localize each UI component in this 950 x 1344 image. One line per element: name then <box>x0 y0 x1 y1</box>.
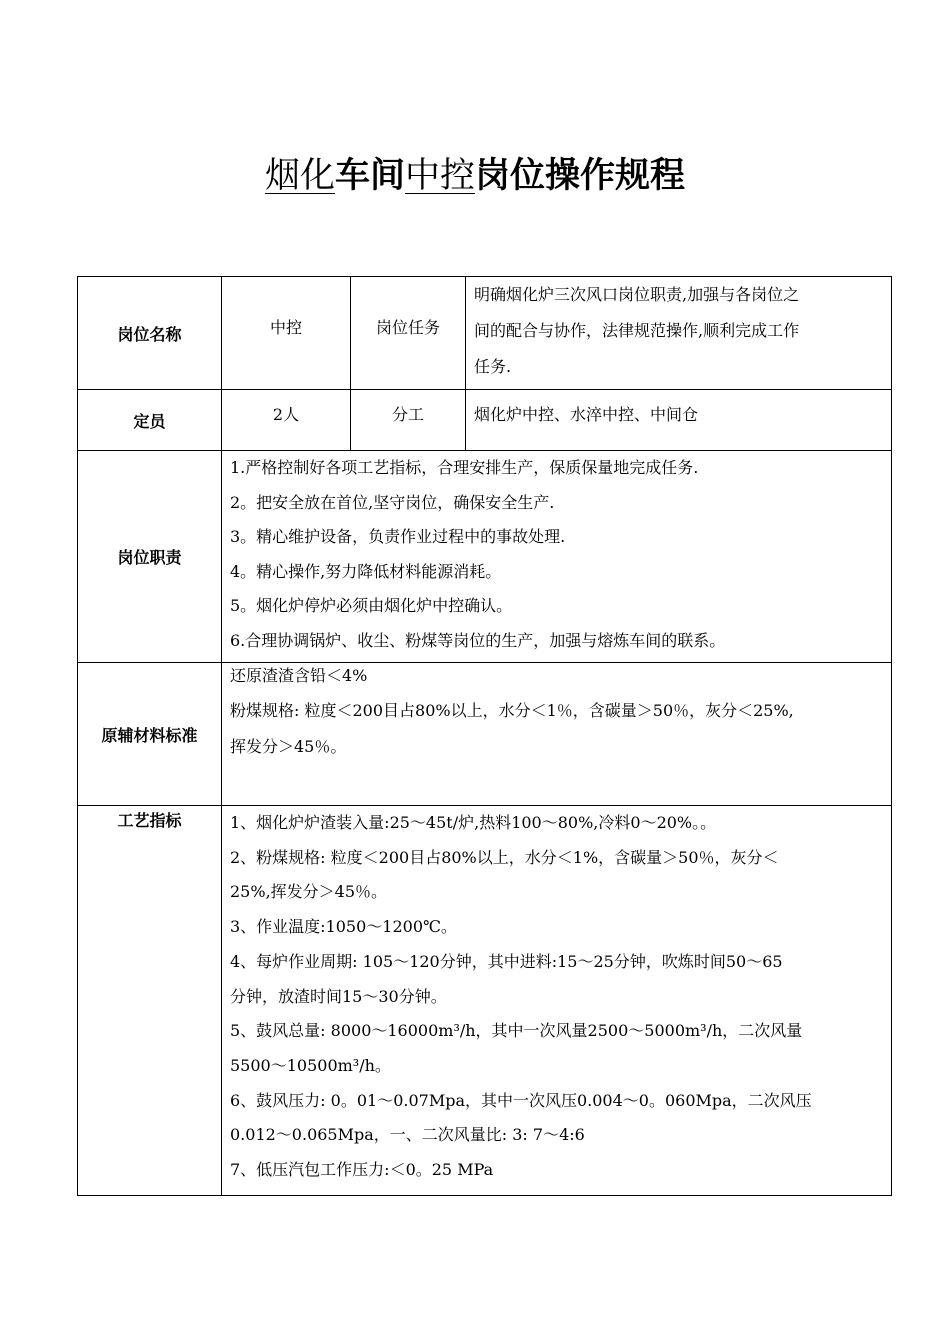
value-division: 烟化炉中控、水淬中控、中间仓 <box>466 390 892 451</box>
task-line: 间的配合与协作，法律规范操作,顺利完成工作 <box>474 321 800 340</box>
label-process: 工艺指标 <box>78 806 222 1196</box>
title-part-control: 中控 <box>405 156 476 196</box>
label-staffing: 定员 <box>78 390 222 451</box>
label-post-name: 岗位名称 <box>78 277 222 390</box>
row-process <box>78 806 892 1196</box>
duty-item: 5。烟化炉停炉必须由烟化炉中控确认。 <box>230 596 513 615</box>
process-line: 分钟，放渣时间15～30分钟。 <box>230 986 447 1006</box>
process-line: 5、鼓风总量: 8000～16000m³/h，其中一次风量2500～5000m³/h，二次风量 <box>230 1021 803 1041</box>
process-line: 7、低压汽包工作压力:＜0。25 MPa <box>230 1160 494 1180</box>
material-line: 挥发分＞45％。 <box>230 737 347 756</box>
title-part-smelting: 烟化 <box>264 156 335 196</box>
materials-standard <box>222 663 892 806</box>
duties-list <box>222 451 892 663</box>
duty-item: 1.严格控制好各项工艺指标，合理安排生产，保质保量地完成任务. <box>230 458 699 477</box>
duty-item: 4。精心操作,努力降低材料能源消耗。 <box>230 561 502 581</box>
duty-item: 2。把安全放在首位,坚守岗位，确保安全生产. <box>230 492 555 512</box>
process-line: 4、每炉作业周期: 105～120分钟，其中进料:15～25分钟，吹炼时间50～65 <box>230 951 783 971</box>
document-title <box>0 150 950 202</box>
row-duties <box>78 451 892 663</box>
label-materials: 原辅材料标准 <box>78 663 222 806</box>
value-post-name: 中控 <box>222 277 351 390</box>
label-post-task: 岗位任务 <box>351 277 466 390</box>
row-post-name <box>78 277 892 390</box>
task-line: 任务. <box>474 357 512 376</box>
process-indicators <box>222 806 892 1196</box>
process-line: 6、鼓风压力: 0。01～0.07Mpa，其中一次风压0.004～0。060Mpa，二次风压 <box>230 1090 812 1110</box>
value-staffing: 2人 <box>222 390 351 451</box>
label-duties: 岗位职责 <box>78 451 222 663</box>
row-staffing <box>78 390 892 451</box>
process-line: 3、作业温度:1050～1200℃。 <box>230 917 457 937</box>
material-line: 粉煤规格: 粒度＜200目占80%以上，水分＜1％，含碳量＞50％，灰分＜25%, <box>230 701 794 720</box>
process-line: 2、粉煤规格: 粒度＜200目占80%以上，水分＜1%，含碳量＞50％，灰分＜ <box>230 847 779 867</box>
row-materials <box>78 663 892 806</box>
task-line: 明确烟化炉三次风口岗位职责,加强与各岗位之 <box>474 285 800 304</box>
procedure-table <box>77 276 892 1196</box>
process-line: 25%,挥发分＞45％。 <box>230 882 388 902</box>
process-line: 1、烟化炉炉渣装入量:25～45t/炉,热料100～80%,冷料0～20%。。 <box>230 813 717 832</box>
duty-item: 3。精心维护设备，负责作业过程中的事故处理. <box>230 527 566 546</box>
duty-item: 6.合理协调锅炉、收尘、粉煤等岗位的生产，加强与熔炼车间的联系。 <box>230 630 726 650</box>
process-line: 5500～10500m³/h。 <box>230 1055 391 1075</box>
material-line: 还原渣渣含铅＜4% <box>230 666 368 685</box>
title-part-workshop: 车间 <box>334 155 405 196</box>
title-part-procedure: 岗位操作规程 <box>475 155 686 196</box>
value-post-task <box>466 277 892 390</box>
process-line: 0.012～0.065Mpa，一、二次风量比: 3: 7～4:6 <box>230 1125 585 1145</box>
label-division: 分工 <box>351 390 466 451</box>
